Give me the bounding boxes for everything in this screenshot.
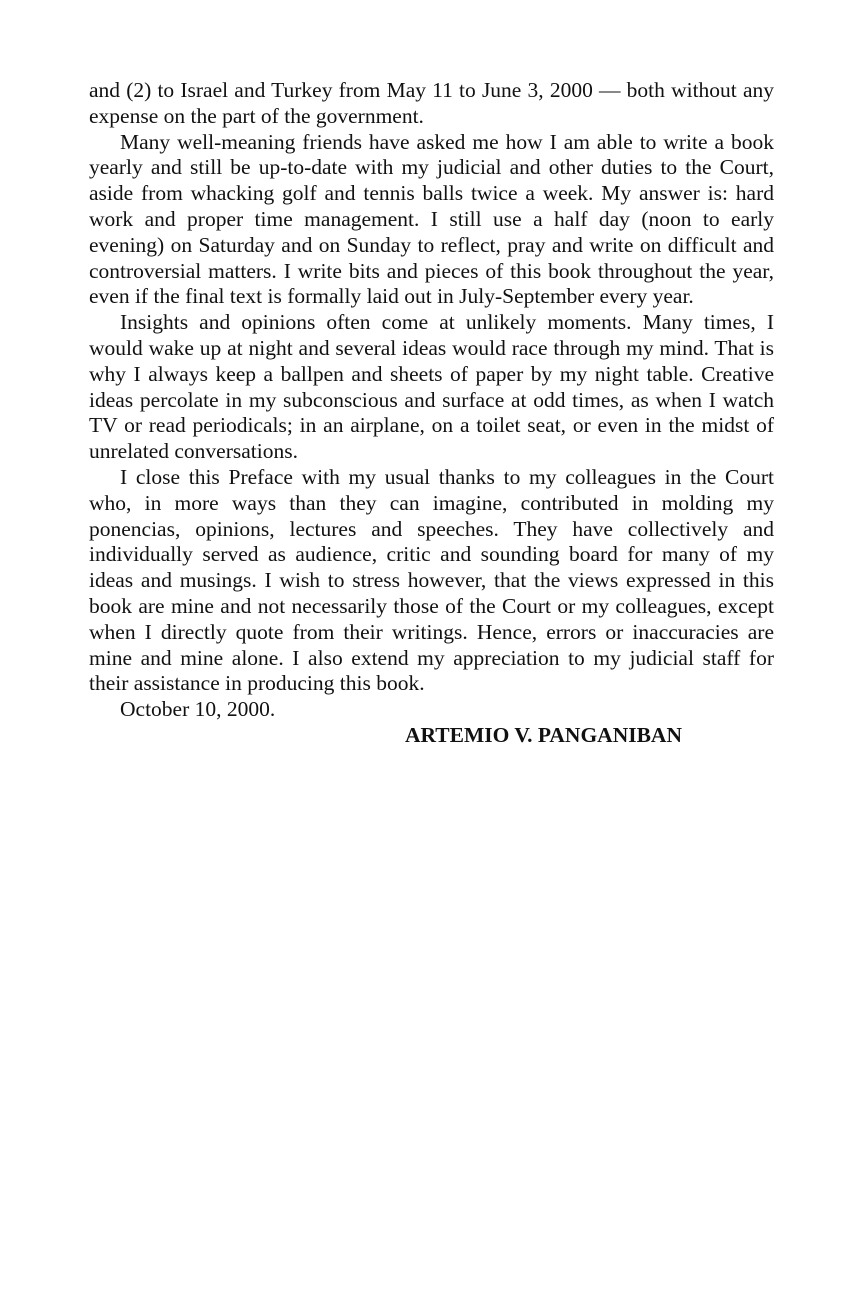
author-signature: ARTEMIO V. PANGANIBAN <box>405 722 682 747</box>
paragraph-time-management: Many well-meaning friends have asked me how I am able to write a book yearly and still be up-to-date with my judicial and other duties to the Court, aside from whacking golf and tennis balls twice a week. My answer is: hard work and proper time management. I still use a half day (noon to early evening) on Saturday and on Sunday to reflect, pray and write on difficult and controversial matters. I write bits and pieces of this book throughout the year, even if the final text is formally laid out in July-September every year. <box>89 129 774 309</box>
preface-date: October 10, 2000. <box>120 697 276 722</box>
paragraph-thanks: I close this Preface with my usual thanks to my colleagues in the Court who, in more ways than they can imagine, contributed in molding my ponencias, opinions, lectures and speeches. They have collectively and individually served as audience, critic and sounding board for many of my ideas and musings. I wish to stress however, that the views expressed in this book are mine and not necessarily those of the Court or my colleagues, except when I directly quote from their writings. Hence, errors or inaccuracies are mine and mine alone. I also extend my appreciation to my judicial staff for their assistance in producing this book. <box>89 464 774 696</box>
paragraph-insights: Insights and opinions often come at unlikely moments. Many times, I would wake up at night and several ideas would race through my mind. That is why I always keep a ballpen and sheets of paper by my night table. Creative ideas percolate in my subconscious and surface at odd times, as when I watch TV or read periodicals; in an airplane, on a toilet seat, or even in the midst of unrelated conversations. <box>89 310 774 464</box>
document-page <box>89 78 774 749</box>
paragraph-continuation: and (2) to Israel and Turkey from May 11 to June 3, 2000 — both without any expense on the part of the government. <box>89 78 774 128</box>
